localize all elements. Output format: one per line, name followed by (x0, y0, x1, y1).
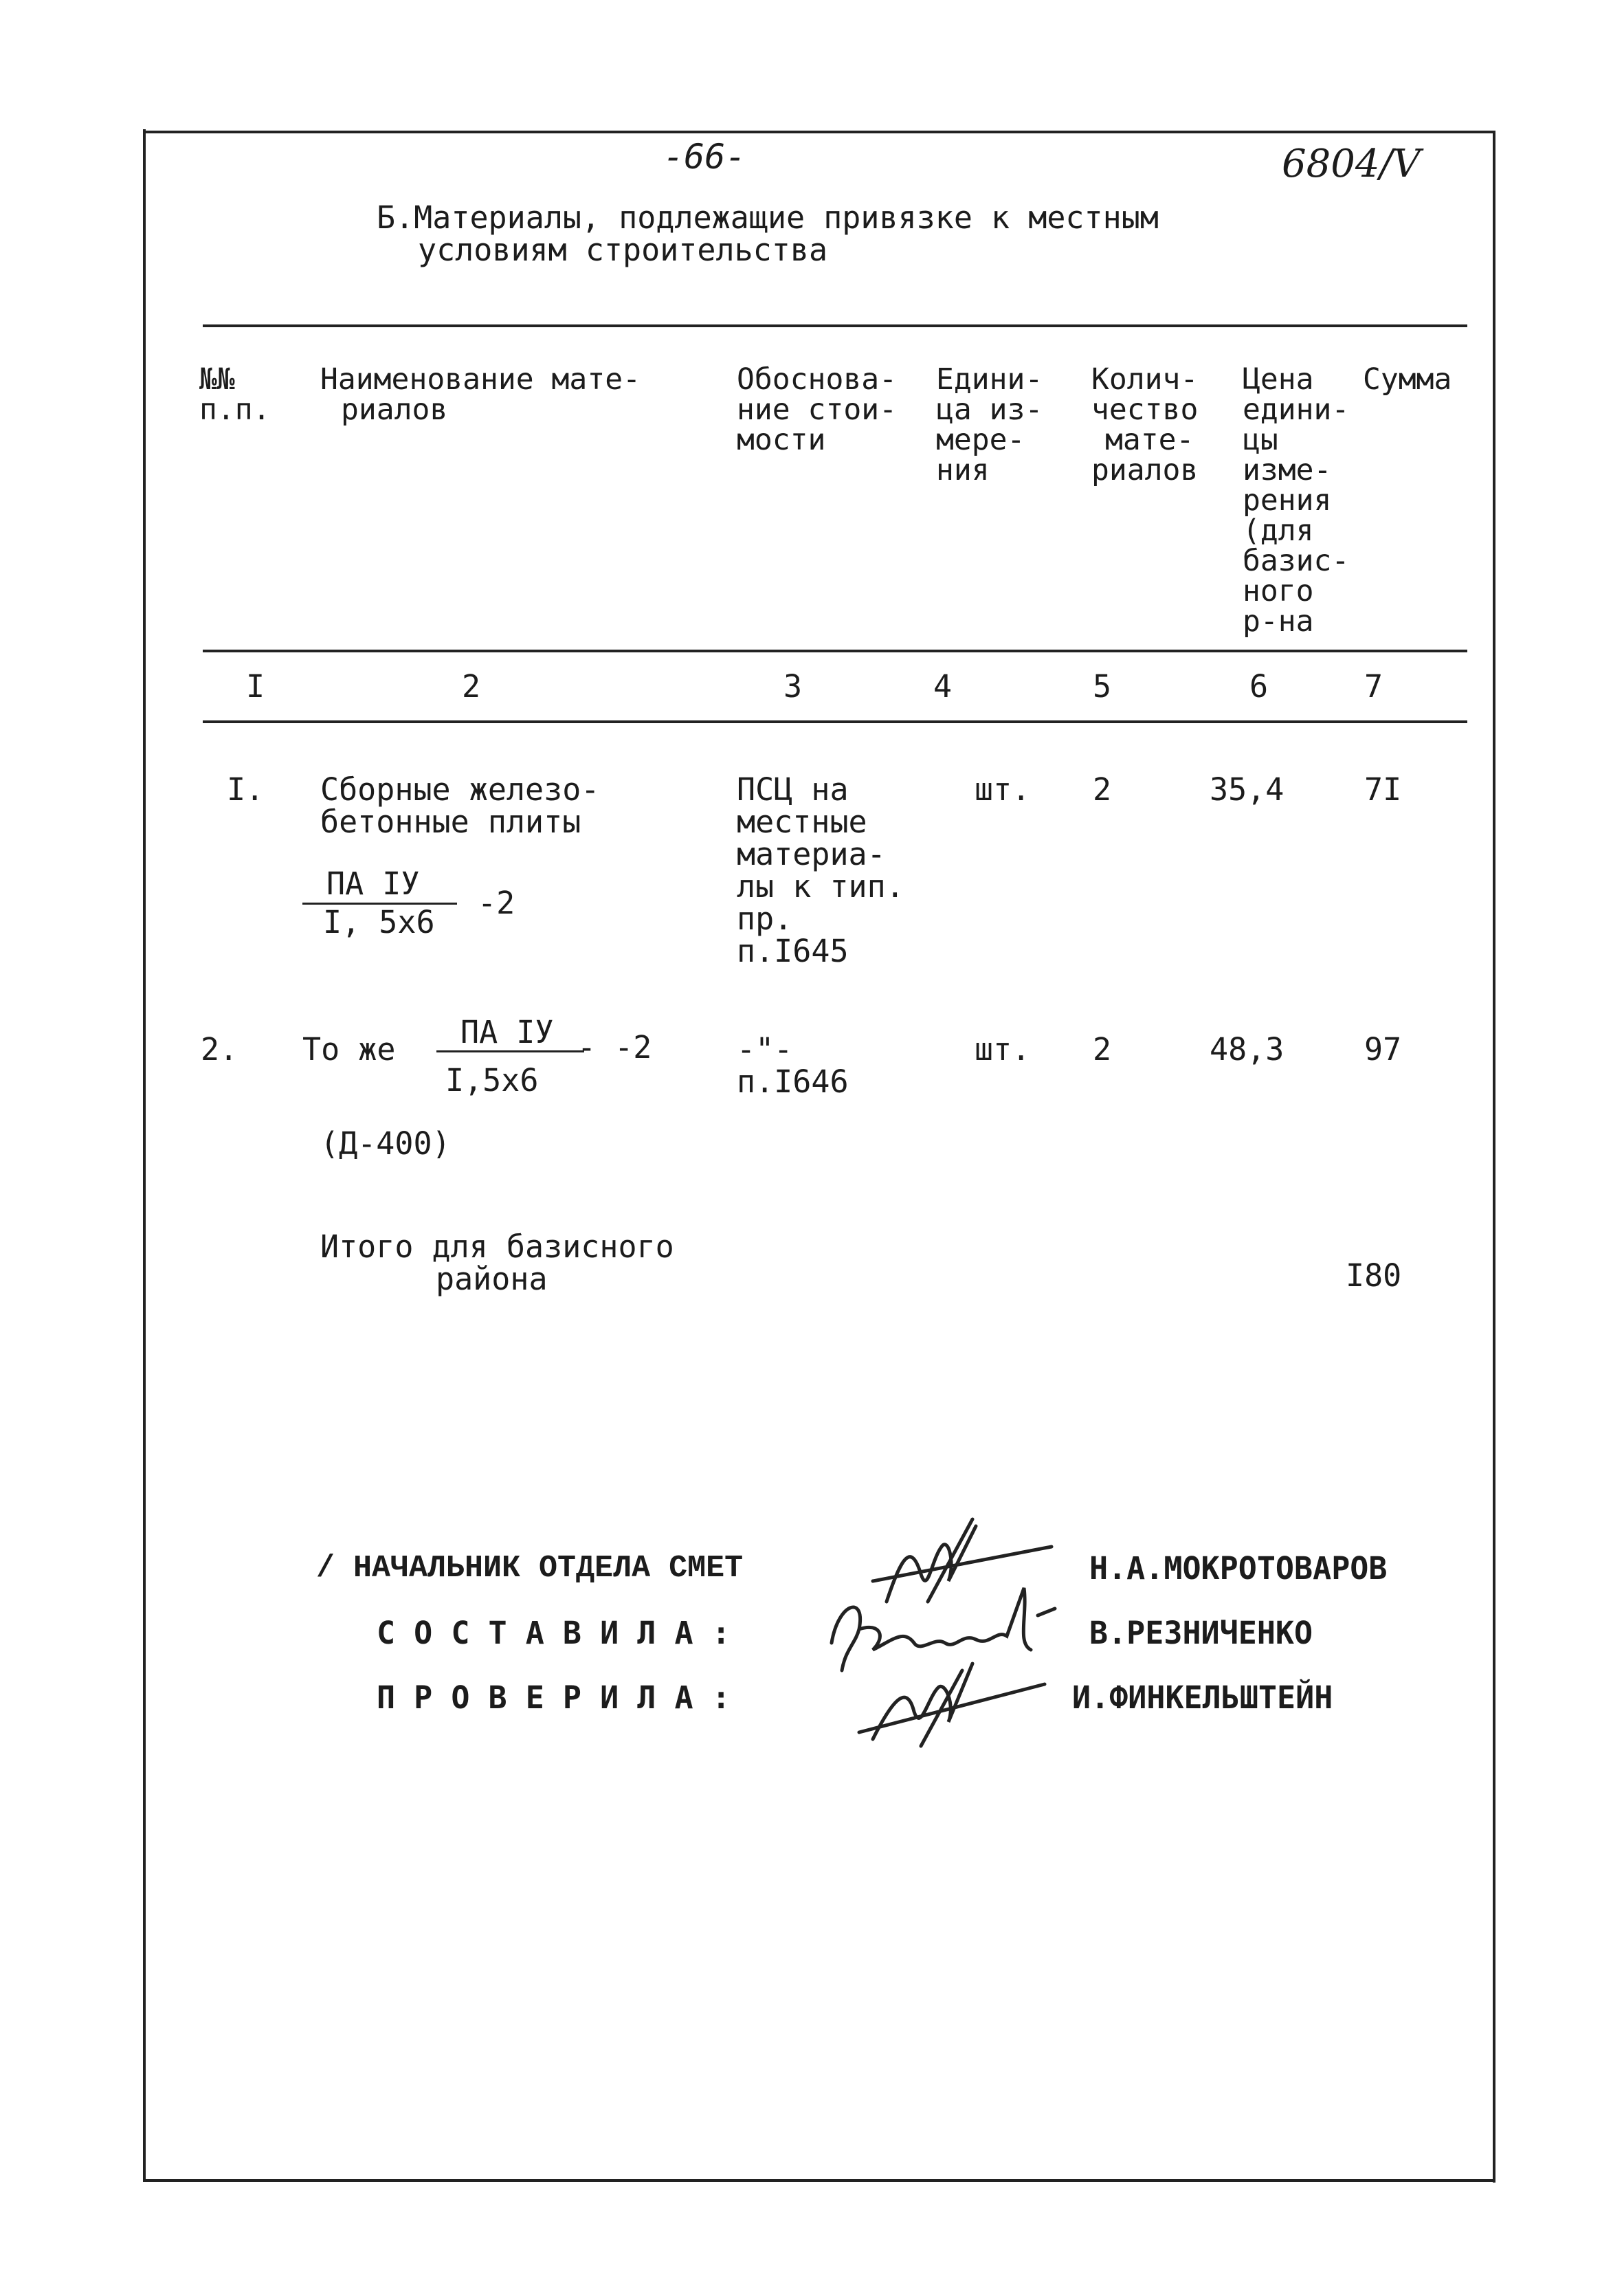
header-col3 (737, 364, 897, 455)
signature-role-head: / НАЧАЛЬНИК ОТДЕЛА СМЕТ (316, 1551, 744, 1586)
header-col6 (1243, 364, 1349, 637)
header-col1-line: п.п. (199, 393, 271, 427)
header-col5-line: риалов (1091, 453, 1199, 487)
page-border-left (143, 129, 146, 2181)
header-col2-line: Наименование мате- (320, 362, 641, 397)
header-col2-line: риалов (341, 393, 448, 427)
page-border-top (144, 131, 1495, 133)
signature-role-compiled: С О С Т А В И Л А : (377, 1615, 731, 1651)
row2-qty: 2 (1093, 1031, 1112, 1068)
row1-sum: 7I (1364, 771, 1402, 808)
header-col3-line: Обоснова- (737, 362, 897, 397)
row2-fraction-bottom: I,5x6 (445, 1062, 539, 1099)
header-col5-line: чество (1091, 393, 1199, 427)
header-col6-line: Цена (1243, 362, 1314, 397)
total-label-line: Итого для базисного (320, 1228, 674, 1265)
header-col5-line: Колич- (1091, 362, 1199, 397)
row1-basis (737, 773, 904, 967)
header-col6-line: изме- (1243, 453, 1332, 487)
row1-basis-line: материа- (737, 836, 886, 872)
header-col7: Сумма (1363, 362, 1452, 397)
row1-name-line: Сборные железо- (320, 771, 600, 808)
header-col6-line: ного (1243, 574, 1314, 608)
row2-basis-line: -"- (737, 1031, 793, 1068)
header-col4-line: мере- (936, 423, 1025, 457)
header-col6-line: рения (1243, 483, 1332, 518)
row2-name-prefix: То же (302, 1031, 396, 1068)
table-top-rule (203, 324, 1467, 327)
row1-fraction-suffix: -2 (478, 885, 515, 921)
row1-basis-line: п.I645 (737, 933, 849, 969)
header-col3-line: ние стои- (737, 393, 897, 427)
row1-basis-line: лы к тип. (737, 868, 904, 905)
section-title-line1: Б.Материалы, подлежащие привязке к местным (377, 199, 1159, 236)
row1-fraction-bottom: I, 5x6 (323, 904, 435, 940)
col-number: 2 (462, 668, 481, 705)
header-col5 (1091, 364, 1198, 485)
col-number: 7 (1364, 668, 1383, 705)
col-number: 3 (783, 668, 803, 705)
header-col6-line: едини- (1243, 393, 1350, 427)
page-border-right (1493, 131, 1495, 2183)
row1-name-line: бетонные плиты (320, 804, 581, 840)
row2-unit: шт. (975, 1031, 1031, 1068)
header-col4-line: Едини- (936, 362, 1043, 397)
total-sum: I80 (1346, 1257, 1402, 1294)
row1-basis-line: местные (737, 804, 867, 840)
header-col4-line: ца из- (936, 393, 1043, 427)
page-border-bottom (143, 2179, 1495, 2182)
header-col2 (320, 364, 641, 425)
row1-basis-line: ПСЦ на (737, 771, 849, 808)
row1-num: I. (227, 771, 265, 808)
header-col4 (936, 364, 1043, 485)
section-title-line2: условиям строительства (418, 232, 828, 268)
row2-basis (737, 1033, 849, 1098)
signature-name-checked: И.ФИНКЕЛЬШТЕЙН (1072, 1679, 1333, 1716)
row2-fraction-top: ПА IУ (460, 1014, 554, 1050)
signature-name-head: Н.А.МОКРОТОВАРОВ (1089, 1550, 1388, 1587)
col-number: 5 (1093, 668, 1112, 705)
row1-name (320, 773, 599, 838)
signature-name-compiled: В.РЕЗНИЧЕНКО (1089, 1615, 1313, 1651)
table-header-rule (203, 650, 1467, 652)
header-col6-line: р-на (1243, 604, 1314, 639)
signature-role-checked: П Р О В Е Р И Л А : (377, 1679, 731, 1716)
header-col4-line: ния (936, 453, 990, 487)
col-number: 6 (1249, 668, 1269, 705)
row2-sum: 97 (1364, 1031, 1402, 1068)
col-number: 4 (933, 668, 953, 705)
row2-fraction-suffix: - -2 (577, 1029, 652, 1066)
header-col6-line: цы (1243, 423, 1278, 457)
row2-fraction-line (436, 1050, 584, 1052)
header-col1-line: №№ (199, 362, 235, 397)
row1-qty: 2 (1093, 771, 1112, 808)
table-colnum-rule (203, 720, 1467, 723)
row2-note: (Д-400) (320, 1125, 451, 1162)
handwritten-signature-checked (845, 1643, 1052, 1760)
row1-price: 35,4 (1210, 771, 1284, 808)
header-col6-line: (для (1243, 514, 1314, 548)
row2-basis-line: п.I646 (737, 1063, 849, 1100)
total-label (320, 1230, 674, 1295)
row1-fraction-top: ПА IУ (326, 865, 420, 902)
page-number: -66- (663, 137, 746, 177)
header-col6-line: базис- (1243, 544, 1350, 578)
header-col5-line: мате- (1105, 423, 1194, 457)
row1-unit: шт. (975, 771, 1031, 808)
header-col3-line: мости (737, 423, 826, 457)
col-number: I (246, 668, 265, 705)
header-col1 (199, 364, 271, 425)
row2-num: 2. (201, 1031, 238, 1068)
row1-basis-line: пр. (737, 901, 793, 937)
doc-code: 6804/V (1282, 142, 1421, 186)
row2-price: 48,3 (1210, 1031, 1284, 1068)
total-label-line: района (436, 1261, 548, 1297)
